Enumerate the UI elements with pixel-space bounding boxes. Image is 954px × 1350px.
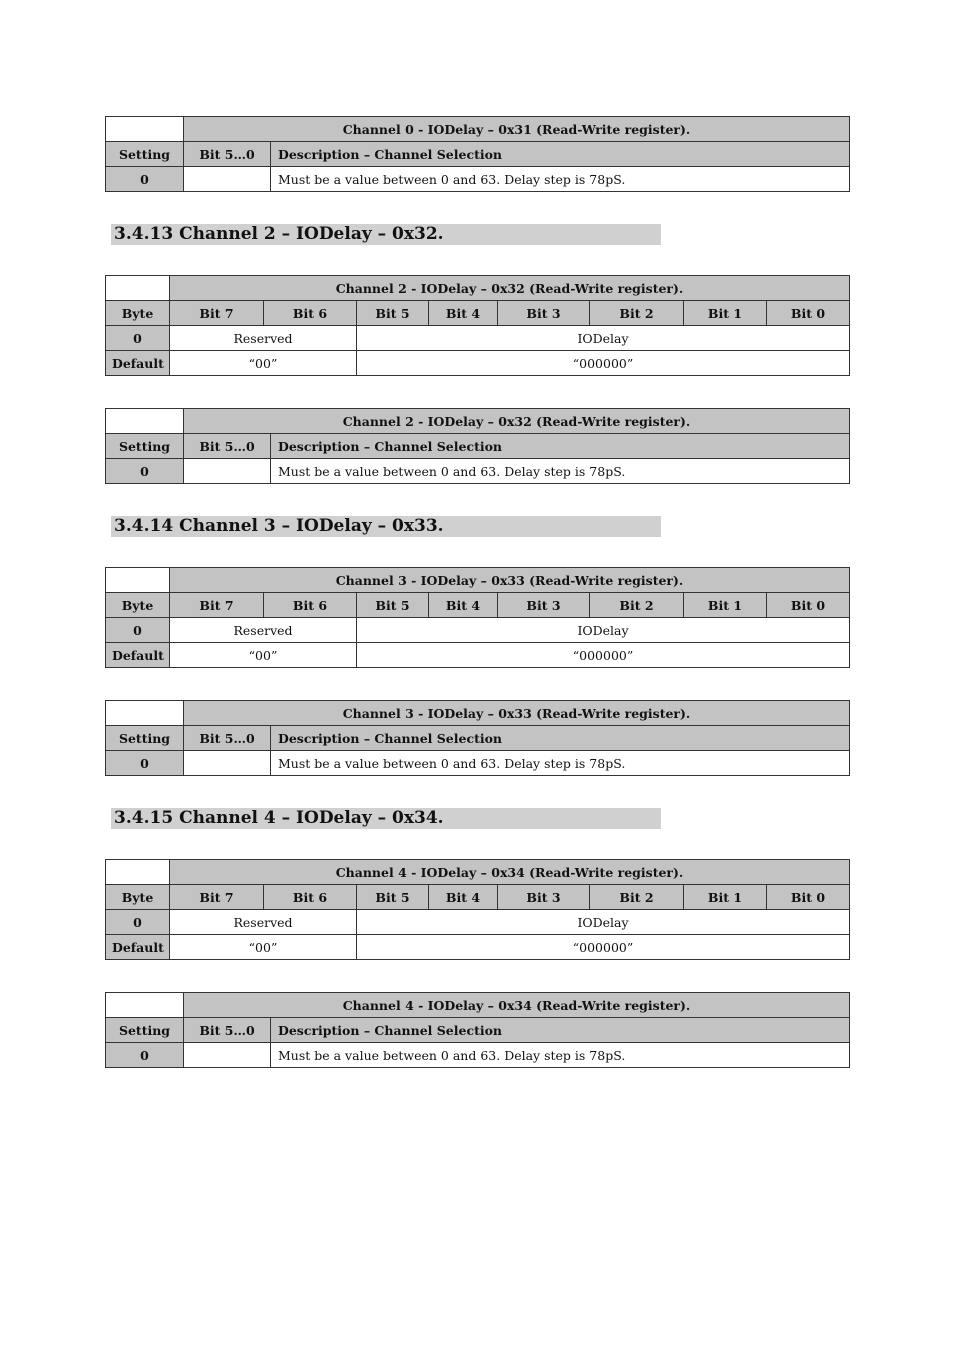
col-bits-header: Bit 5…0 <box>184 142 271 167</box>
bit-header: Bit 4 <box>429 301 498 326</box>
default-label: Default <box>106 643 170 668</box>
setting-value: 0 <box>106 459 184 484</box>
bit-header: Bit 4 <box>429 593 498 618</box>
table-title: Channel 3 - IODelay – 0x33 (Read-Write register). <box>170 568 850 593</box>
table-title: Channel 2 - IODelay – 0x32 (Read-Write register). <box>170 276 850 301</box>
iodelay-field: IODelay <box>357 326 850 351</box>
table-title: Channel 4 - IODelay – 0x34 (Read-Write register). <box>184 993 850 1018</box>
default-reserved: “00” <box>170 643 357 668</box>
bit-header: Bit 0 <box>767 301 850 326</box>
register-table <box>105 859 850 960</box>
default-label: Default <box>106 935 170 960</box>
bit-header: Bit 6 <box>264 301 357 326</box>
bit-header: Bit 7 <box>170 301 264 326</box>
col-description-header: Description – Channel Selection <box>271 434 850 459</box>
bit-header: Bit 1 <box>684 301 767 326</box>
col-setting-header: Setting <box>106 726 184 751</box>
bit-header: Bit 6 <box>264 885 357 910</box>
bit-header: Bit 1 <box>684 593 767 618</box>
bit-header: Bit 3 <box>498 593 590 618</box>
col-setting-header: Setting <box>106 434 184 459</box>
iodelay-field: IODelay <box>357 618 850 643</box>
bit-header: Bit 6 <box>264 593 357 618</box>
setting-description: Must be a value between 0 and 63. Delay step is 78pS. <box>271 1043 850 1068</box>
bit-header: Bit 2 <box>590 885 684 910</box>
byte-header: Byte <box>106 593 170 618</box>
bit-header: Bit 2 <box>590 593 684 618</box>
section-heading: 3.4.14 Channel 3 – IODelay – 0x33. <box>111 516 661 537</box>
bit-header: Bit 0 <box>767 885 850 910</box>
col-description-header: Description – Channel Selection <box>271 142 850 167</box>
default-label: Default <box>106 351 170 376</box>
col-setting-header: Setting <box>106 1018 184 1043</box>
byte-index: 0 <box>106 910 170 935</box>
setting-description: Must be a value between 0 and 63. Delay step is 78pS. <box>271 751 850 776</box>
setting-description: Must be a value between 0 and 63. Delay step is 78pS. <box>271 167 850 192</box>
col-bits-header: Bit 5…0 <box>184 434 271 459</box>
register-table <box>105 275 850 376</box>
bit-header: Bit 4 <box>429 885 498 910</box>
bit-header: Bit 0 <box>767 593 850 618</box>
table-title: Channel 0 - IODelay – 0x31 (Read-Write register). <box>184 117 850 142</box>
bit-header: Bit 2 <box>590 301 684 326</box>
section-heading: 3.4.13 Channel 2 – IODelay – 0x32. <box>111 224 661 245</box>
bit-header: Bit 7 <box>170 593 264 618</box>
iodelay-field: IODelay <box>357 910 850 935</box>
bit-header: Bit 1 <box>684 885 767 910</box>
bit-header: Bit 5 <box>357 301 429 326</box>
col-description-header: Description – Channel Selection <box>271 726 850 751</box>
setting-value: 0 <box>106 751 184 776</box>
section-heading: 3.4.15 Channel 4 – IODelay – 0x34. <box>111 808 661 829</box>
table-title: Channel 4 - IODelay – 0x34 (Read-Write register). <box>170 860 850 885</box>
col-setting-header: Setting <box>106 142 184 167</box>
setting-table <box>105 116 850 192</box>
default-reserved: “00” <box>170 351 357 376</box>
bit-header: Bit 7 <box>170 885 264 910</box>
setting-table <box>105 700 850 776</box>
setting-table <box>105 408 850 484</box>
reserved-field: Reserved <box>170 326 357 351</box>
setting-description: Must be a value between 0 and 63. Delay step is 78pS. <box>271 459 850 484</box>
bit-header: Bit 5 <box>357 885 429 910</box>
default-iodelay: “000000” <box>357 351 850 376</box>
setting-value: 0 <box>106 1043 184 1068</box>
bit-header: Bit 3 <box>498 885 590 910</box>
table-title: Channel 3 - IODelay – 0x33 (Read-Write register). <box>184 701 850 726</box>
table-title: Channel 2 - IODelay – 0x32 (Read-Write register). <box>184 409 850 434</box>
col-description-header: Description – Channel Selection <box>271 1018 850 1043</box>
byte-index: 0 <box>106 326 170 351</box>
default-reserved: “00” <box>170 935 357 960</box>
byte-header: Byte <box>106 301 170 326</box>
reserved-field: Reserved <box>170 618 357 643</box>
setting-value: 0 <box>106 167 184 192</box>
byte-index: 0 <box>106 618 170 643</box>
bit-header: Bit 3 <box>498 301 590 326</box>
col-bits-header: Bit 5…0 <box>184 1018 271 1043</box>
register-table <box>105 567 850 668</box>
byte-header: Byte <box>106 885 170 910</box>
col-bits-header: Bit 5…0 <box>184 726 271 751</box>
reserved-field: Reserved <box>170 910 357 935</box>
setting-table <box>105 992 850 1068</box>
bit-header: Bit 5 <box>357 593 429 618</box>
default-iodelay: “000000” <box>357 935 850 960</box>
default-iodelay: “000000” <box>357 643 850 668</box>
